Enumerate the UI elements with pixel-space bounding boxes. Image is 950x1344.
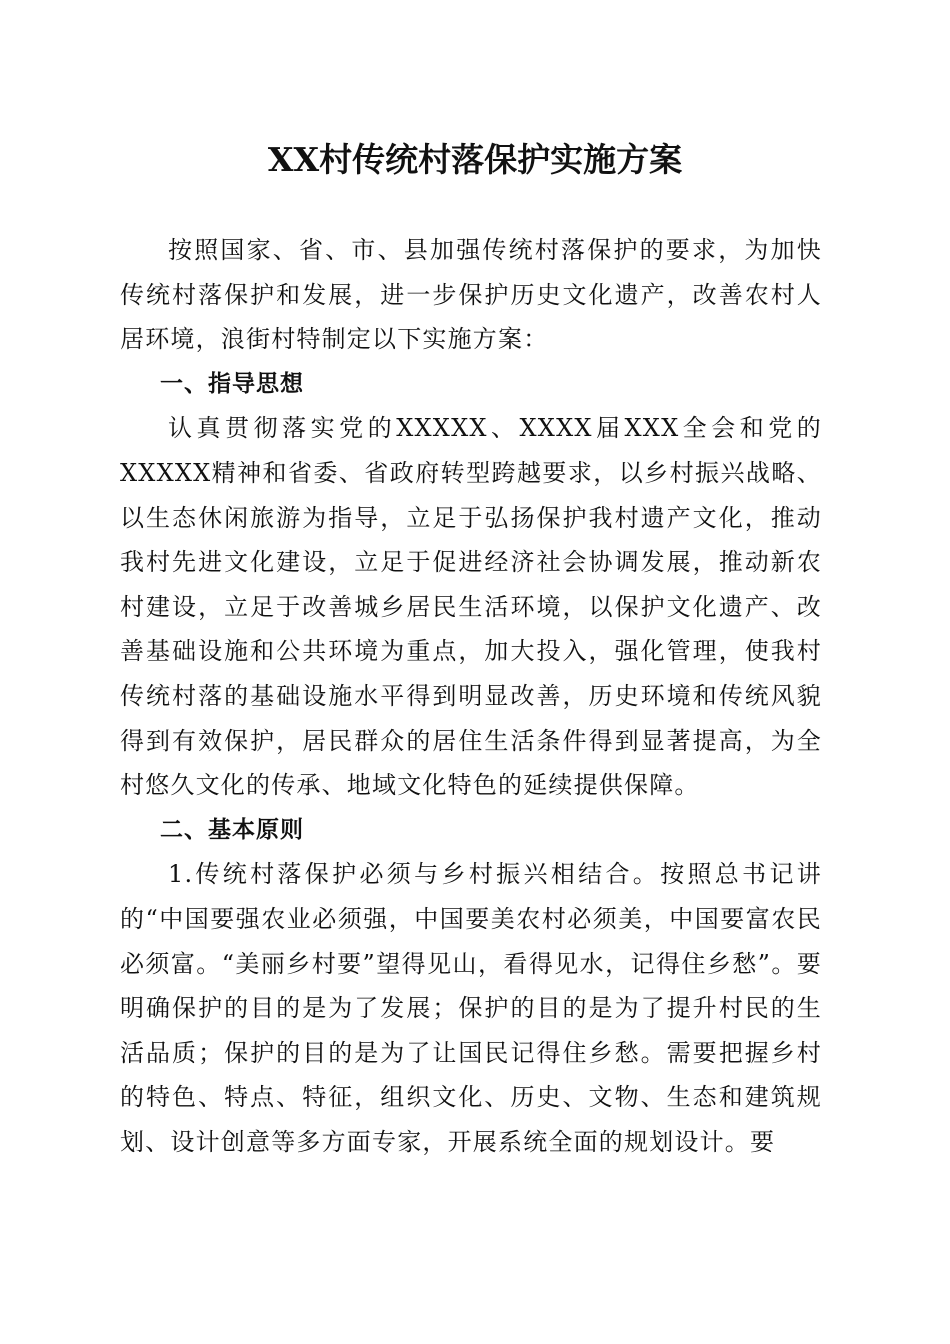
intro-paragraph: 按照国家、省、市、县加强传统村落保护的要求，为加快传统村落保护和发展，进一步保护历史文化遗产，改善农村人居环境，浪街村特制定以下实施方案：	[120, 236, 822, 354]
section-heading-basic-principles: 二、基本原则	[160, 816, 304, 843]
document-title: XX村传统村落保护实施方案	[267, 140, 683, 179]
guiding-ideology-paragraph: 认真贯彻落实党的XXXXX、XXXX届XXX全会和党的XXXXX精神和省委、省政府转型跨越要求，以乡村振兴战略、以生态休闲旅游为指导，立足于弘扬保护我村遗产文化，推动我村先进文化建设，立足于促进经济社会协调发展，推动新农村建设，立足于改善城乡居民生活环境，以保护文化遗产、改善基础设施和公共环境为重点，加大投入，强化管理，使我村传统村落的基础设施水平得到明显改善，历史环境和传统风貌得到有效保护，居民群众的居住生活条件得到显著提高，为全村悠久文化的传承、地域文化特色的延续提供保障。	[120, 414, 822, 800]
section-heading-guiding-ideology: 一、指导思想	[160, 370, 304, 397]
document-body	[120, 228, 822, 1164]
basic-principle-item-1: 1.传统村落保护必须与乡村振兴相结合。按照总书记讲的“中国要强农业必须强，中国要美农村必须美，中国要富农民必须富。“美丽乡村要”望得见山，看得见水，记得住乡愁”。要明确保护的目的是为了发展；保护的目的是为了提升村民的生活品质；保护的目的是为了让国民记得住乡愁。需要把握乡村的特色、特点、特征，组织文化、历史、文物、生态和建筑规划、设计创意等多方面专家，开展系统全面的规划设计。要	[120, 860, 822, 1156]
